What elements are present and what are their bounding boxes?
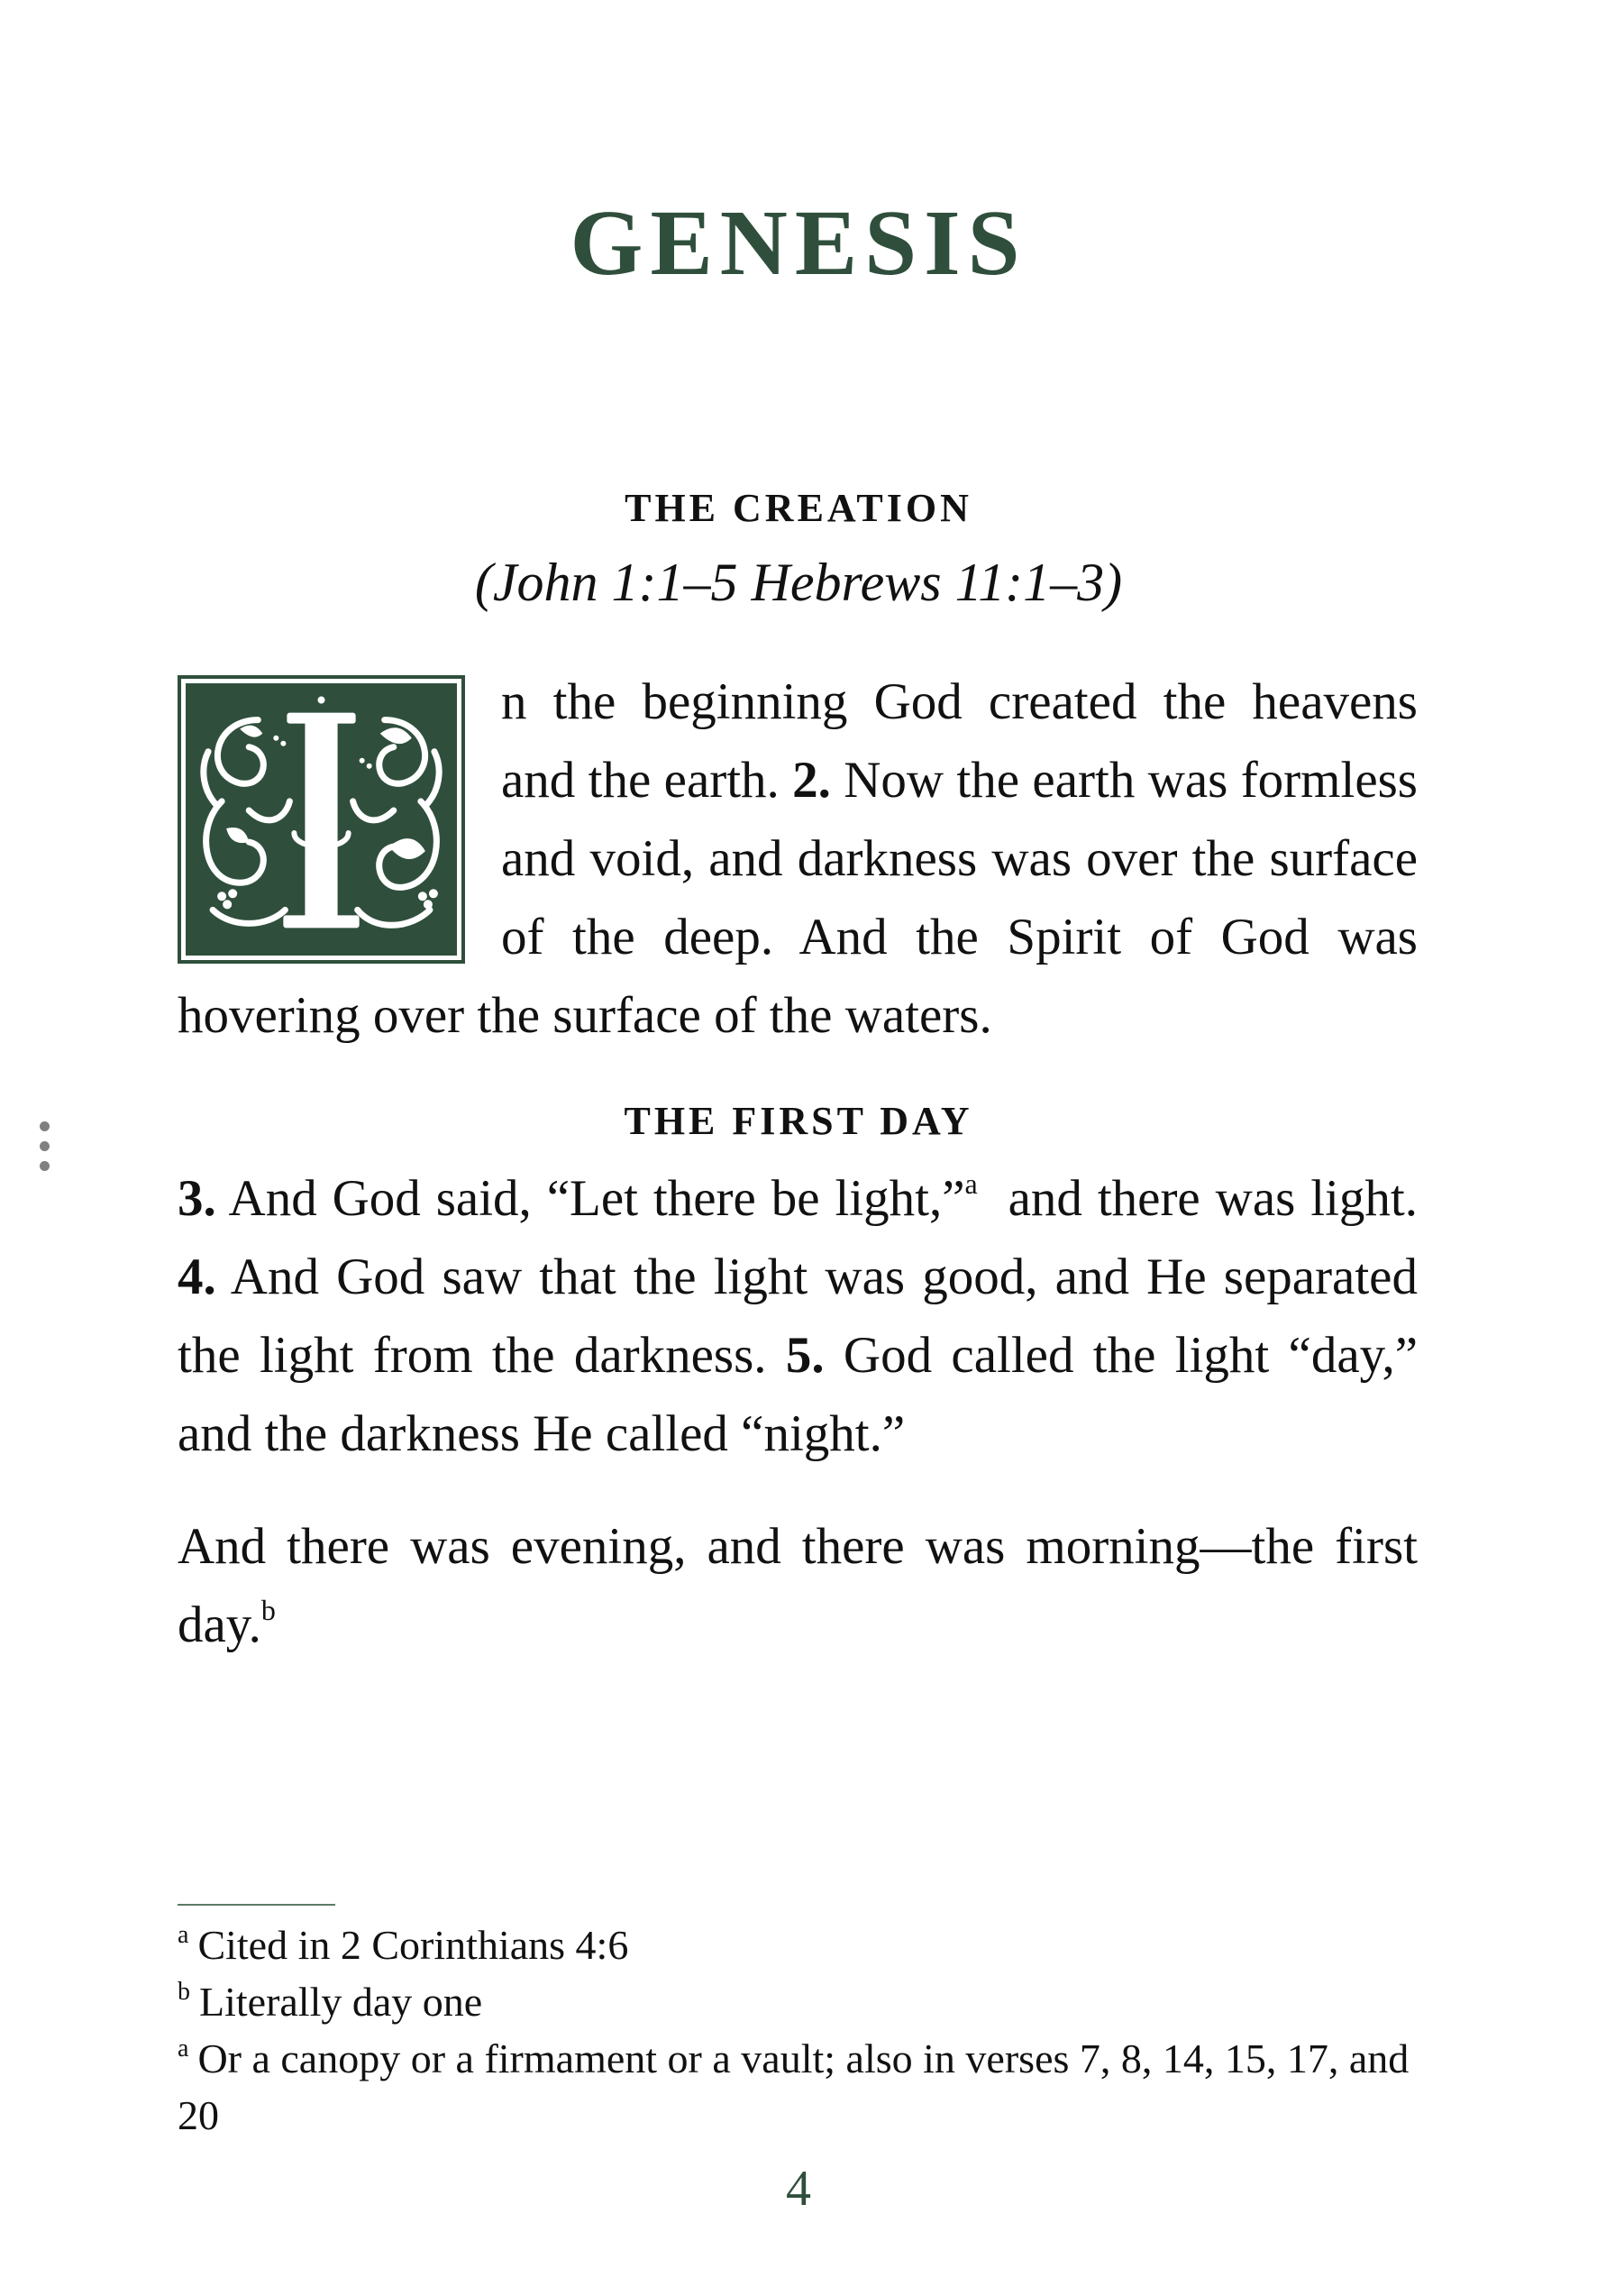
footnote-item — [178, 1977, 1430, 2034]
footnote-ref-a[interactable]: a — [964, 1167, 978, 1200]
paragraph-first-day — [178, 1159, 1431, 1473]
evening-morning-text: And there was evening, and there was morning—the first day. — [178, 1518, 1418, 1653]
footnote-mark: a — [178, 2035, 189, 2063]
footnote-text: Cited in 2 Corinthians 4:6 — [197, 1922, 629, 1968]
paragraph-creation — [178, 663, 1418, 1055]
footnote-text: Or a canopy or a firmament or a vault; also in verses 7, 8, 14, 15, 17, and 20 — [178, 2035, 1410, 2138]
verse-2-text: Now the earth was formless and void, and darkness was over the surface of the deep. And the Spirit of God was hovering over the surface of the waters. — [178, 752, 1418, 1044]
verse-number-2: 2. — [792, 752, 831, 809]
verse-number-3: 3. — [178, 1170, 216, 1227]
section-heading-creation: THE CREATION — [625, 486, 972, 530]
footnote-divider — [178, 1904, 335, 1906]
footnote-ref-b[interactable]: b — [260, 1594, 276, 1626]
vertical-ellipsis-icon-dot-3 — [40, 1161, 50, 1171]
book-title: GENESIS — [570, 191, 1027, 295]
verse-3-text-end: and there was light. — [977, 1170, 1431, 1227]
vertical-ellipsis-icon-dot-2 — [40, 1141, 50, 1151]
verse-number-4: 4. — [178, 1249, 216, 1305]
footnote-text: Literally day one — [199, 1979, 483, 2025]
cross-reference: (John 1:1–5 Hebrews 11:1–3) — [474, 553, 1123, 612]
page-number: 4 — [786, 2161, 811, 2217]
verse-4-text: And God saw that the light was good, and He separated the light from the darkness. — [178, 1249, 1418, 1384]
footnote-mark: b — [178, 1978, 190, 2006]
section-heading-first-day: THE FIRST DAY — [624, 1099, 973, 1143]
ornamental-letter-i-icon — [186, 683, 457, 956]
verse-3-text: And God said, “Let there be light,” — [215, 1170, 965, 1227]
verse-1-text: n the beginning God created the heavens and the earth. — [501, 673, 1418, 809]
paragraph-evening-morning — [178, 1507, 1418, 1664]
verse-5-text: God called the light “day,” and the darkness He called “night.” — [178, 1327, 1419, 1462]
footnote-item — [178, 1920, 1430, 1977]
footnotes — [178, 1920, 1430, 2141]
footnote-mark: a — [178, 1921, 189, 1949]
footnote-item — [178, 2034, 1430, 2141]
verse-number-5: 5. — [785, 1327, 825, 1384]
dropcap-ornament — [178, 675, 465, 964]
